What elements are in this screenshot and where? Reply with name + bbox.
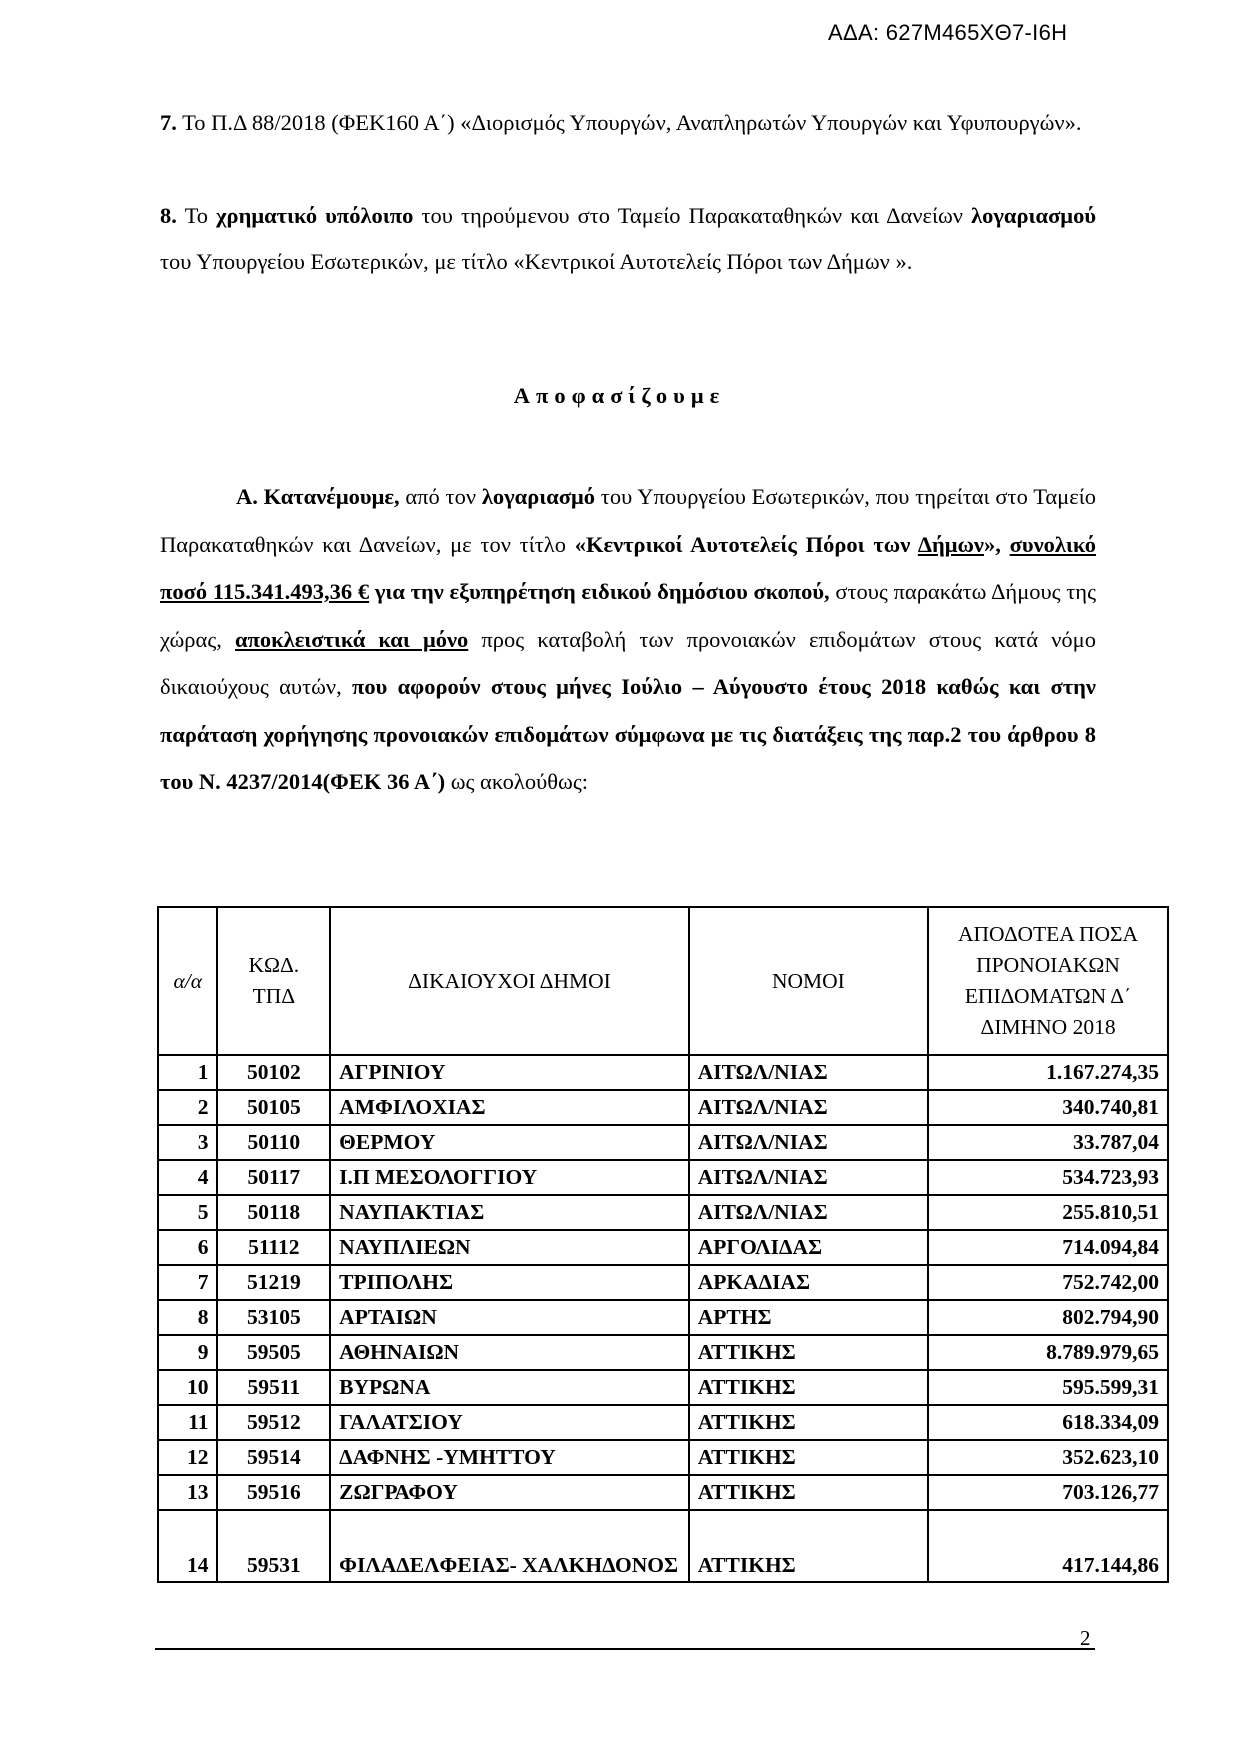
cell-amount: 595.599,31 (928, 1370, 1168, 1405)
cell-amount: 417.144,86 (928, 1510, 1168, 1582)
text-run: του Υπουργείου Εσωτερικών, με τίτλο «Κεντρικοί Αυτοτελείς Πόροι των Δήμων ». (160, 249, 913, 274)
cell-amount: 33.787,04 (928, 1125, 1168, 1160)
cell-municipality: ΔΑΦΝΗΣ -ΥΜΗΤΤΟΥ (330, 1440, 689, 1475)
decision-heading: Αποφασίζουμε (513, 383, 726, 408)
cell-municipality: ΝΑΥΠΛΙΕΩΝ (330, 1230, 689, 1265)
cell-prefecture: ΑΡΓΟΛΙΔΑΣ (689, 1230, 928, 1265)
cell-municipality: ΑΡΤΑΙΩΝ (330, 1300, 689, 1335)
cell-code: 59511 (217, 1370, 330, 1405)
cell-prefecture: ΑΡΤΗΣ (689, 1300, 928, 1335)
table-row (158, 1300, 1168, 1335)
bold-run: χρηματικό υπόλοιπο (216, 203, 414, 228)
cell-municipality: ΝΑΥΠΑΚΤΙΑΣ (330, 1195, 689, 1230)
cell-amount: 618.334,09 (928, 1405, 1168, 1440)
text-run: στους παρακάτω Δήμους της χώρας, (160, 579, 1096, 652)
table-row (158, 1090, 1168, 1125)
text-run: ως ακολούθως: (445, 769, 588, 794)
cell-municipality: ΑΘΗΝΑΙΩΝ (330, 1335, 689, 1370)
cell-municipality: ΖΩΓΡΑΦΟΥ (330, 1475, 689, 1510)
cell-prefecture: ΑΙΤΩΛ/ΝΙΑΣ (689, 1090, 928, 1125)
paragraph-number: 7. (160, 110, 177, 135)
text-run (1001, 532, 1010, 557)
table-row (158, 1405, 1168, 1440)
paragraph-a (160, 473, 1096, 806)
cell-prefecture: ΑΙΤΩΛ/ΝΙΑΣ (689, 1160, 928, 1195)
table-row (158, 1230, 1168, 1265)
table-row (158, 1160, 1168, 1195)
cell-municipality: Ι.Π ΜΕΣΟΛΟΓΓΙΟΥ (330, 1160, 689, 1195)
cell-prefecture: ΑΤΤΙΚΗΣ (689, 1475, 928, 1510)
text-run: Το (176, 203, 217, 228)
text-run: προς καταβολή των προνοιακών επιδομάτων στους κατά νόμο δικαιούχους αυτών, (160, 626, 1096, 699)
cell-aa: 4 (158, 1160, 217, 1195)
header-prefecture: ΝΟΜΟΙ (689, 907, 928, 1055)
footer-rule (155, 1648, 1095, 1650)
bold-run: «Κεντρικοί Αυτοτελείς Πόροι των (574, 531, 918, 557)
table-row (158, 1370, 1168, 1405)
cell-code: 53105 (217, 1300, 330, 1335)
bold-run: που αφορούν στους μήνες Ιούλιο – Αύγουστο έτους 2018 καθώς και στην παράταση χορήγησης προνοιακών επιδομάτων σύμφωνα με τις διατάξεις της παρ.2 του άρθρου 8 του Ν. 4237/2014(ΦΕΚ 36 Α΄) (160, 674, 1096, 794)
header-aa: α/α (158, 907, 217, 1055)
cell-code: 50102 (217, 1055, 330, 1090)
table-row (158, 1510, 1168, 1582)
cell-aa: 7 (158, 1265, 217, 1300)
cell-amount: 752.742,00 (928, 1265, 1168, 1300)
cell-prefecture: ΑΙΤΩΛ/ΝΙΑΣ (689, 1195, 928, 1230)
cell-code: 59505 (217, 1335, 330, 1370)
cell-code: 50105 (217, 1090, 330, 1125)
bold-run: λογαριασμό (481, 484, 596, 509)
cell-municipality: ΒΥΡΩΝΑ (330, 1370, 689, 1405)
bold-underlined-run: αποκλειστικά και μόνο (235, 626, 469, 652)
cell-amount: 340.740,81 (928, 1090, 1168, 1125)
cell-amount: 534.723,93 (928, 1160, 1168, 1195)
cell-code: 50110 (217, 1125, 330, 1160)
cell-amount: 703.126,77 (928, 1475, 1168, 1510)
table-row (158, 1195, 1168, 1230)
cell-municipality: ΤΡΙΠΟΛΗΣ (330, 1265, 689, 1300)
cell-aa: 1 (158, 1055, 217, 1090)
paragraph-8 (160, 193, 1096, 285)
cell-prefecture: ΑΙΤΩΛ/ΝΙΑΣ (689, 1055, 928, 1090)
cell-aa: 14 (158, 1510, 217, 1582)
cell-prefecture: ΑΡΚΑΔΙΑΣ (689, 1265, 928, 1300)
table-row (158, 1055, 1168, 1090)
cell-amount: 714.094,84 (928, 1230, 1168, 1265)
cell-aa: 13 (158, 1475, 217, 1510)
cell-aa: 2 (158, 1090, 217, 1125)
paragraph-7 (160, 100, 1096, 146)
cell-amount: 1.167.274,35 (928, 1055, 1168, 1090)
cell-prefecture: ΑΤΤΙΚΗΣ (689, 1335, 928, 1370)
cell-code: 59531 (217, 1510, 330, 1582)
cell-amount: 352.623,10 (928, 1440, 1168, 1475)
cell-prefecture: ΑΤΤΙΚΗΣ (689, 1440, 928, 1475)
cell-amount: 802.794,90 (928, 1300, 1168, 1335)
cell-aa: 6 (158, 1230, 217, 1265)
table-header-row (158, 907, 1168, 1055)
cell-prefecture: ΑΤΤΙΚΗΣ (689, 1405, 928, 1440)
cell-code: 50117 (217, 1160, 330, 1195)
cell-municipality: ΓΑΛΑΤΣΙΟΥ (330, 1405, 689, 1440)
header-code: ΚΩΔ. ΤΠΔ (217, 907, 330, 1055)
table-row (158, 1475, 1168, 1510)
cell-municipality: ΑΜΦΙΛΟΧΙΑΣ (330, 1090, 689, 1125)
cell-amount: 8.789.979,65 (928, 1335, 1168, 1370)
cell-aa: 3 (158, 1125, 217, 1160)
cell-code: 59512 (217, 1405, 330, 1440)
bold-run: για την εξυπηρέτηση ειδικού δημόσιου σκοπού, (369, 579, 830, 604)
table-row (158, 1125, 1168, 1160)
cell-amount: 255.810,51 (928, 1195, 1168, 1230)
cell-code: 51219 (217, 1265, 330, 1300)
allocation-table (157, 906, 1169, 1583)
bold-run: λογαριασμού (971, 203, 1096, 228)
cell-code: 59514 (217, 1440, 330, 1475)
ada-code: ΑΔΑ: 627Μ465ΧΘ7-Ι6Η (828, 20, 1068, 45)
cell-aa: 9 (158, 1335, 217, 1370)
paragraph-text: Το Π.Δ 88/2018 (ΦΕΚ160 Α΄) «Διορισμός Υπουργών, Αναπληρωτών Υπουργών και Υφυπουργών». (176, 110, 1082, 135)
cell-aa: 12 (158, 1440, 217, 1475)
cell-municipality: ΘΕΡΜΟΥ (330, 1125, 689, 1160)
bold-underlined-run: Δήμων (917, 531, 984, 557)
page-number: 2 (1080, 1626, 1091, 1650)
cell-code: 50118 (217, 1195, 330, 1230)
bold-run: », (983, 531, 1001, 557)
cell-aa: 5 (158, 1195, 217, 1230)
text-run: του Υπουργείου Εσωτερικών, που τηρείται στο Ταμείο Παρακαταθηκών και Δανείων, με τον τίτλο (160, 484, 1096, 557)
cell-municipality: ΑΓΡΙΝΙΟΥ (330, 1055, 689, 1090)
table-row (158, 1265, 1168, 1300)
cell-code: 51112 (217, 1230, 330, 1265)
cell-prefecture: ΑΤΤΙΚΗΣ (689, 1370, 928, 1405)
cell-municipality: ΦΙΛΑΔΕΛΦΕΙΑΣ- ΧΑΛΚΗΔΟΝΟΣ (330, 1510, 689, 1582)
table-row (158, 1440, 1168, 1475)
text-run: του τηρούμενου στο Ταμείο Παρακαταθηκών και Δανείων (413, 203, 972, 228)
bold-run: Α. Κατανέμουμε, (236, 484, 400, 509)
cell-aa: 8 (158, 1300, 217, 1335)
header-amount: ΑΠΟΔΟΤΕΑ ΠΟΣΑ ΠΡΟΝΟΙΑΚΩΝ ΕΠΙΔΟΜΑΤΩΝ Δ΄ ΔΙΜΗΝΟ 2018 (928, 907, 1168, 1055)
cell-prefecture: ΑΙΤΩΛ/ΝΙΑΣ (689, 1125, 928, 1160)
paragraph-number: 8. (160, 203, 177, 228)
table-row (158, 1335, 1168, 1370)
total-amount: συνολικό ποσό 115.341.493,36 € (160, 531, 1096, 604)
text-run: από τον (399, 484, 482, 509)
cell-code: 59516 (217, 1475, 330, 1510)
cell-aa: 11 (158, 1405, 217, 1440)
header-municipality: ΔΙΚΑΙΟΥΧΟΙ ΔΗΜΟΙ (330, 907, 689, 1055)
cell-prefecture: ΑΤΤΙΚΗΣ (689, 1510, 928, 1582)
cell-aa: 10 (158, 1370, 217, 1405)
